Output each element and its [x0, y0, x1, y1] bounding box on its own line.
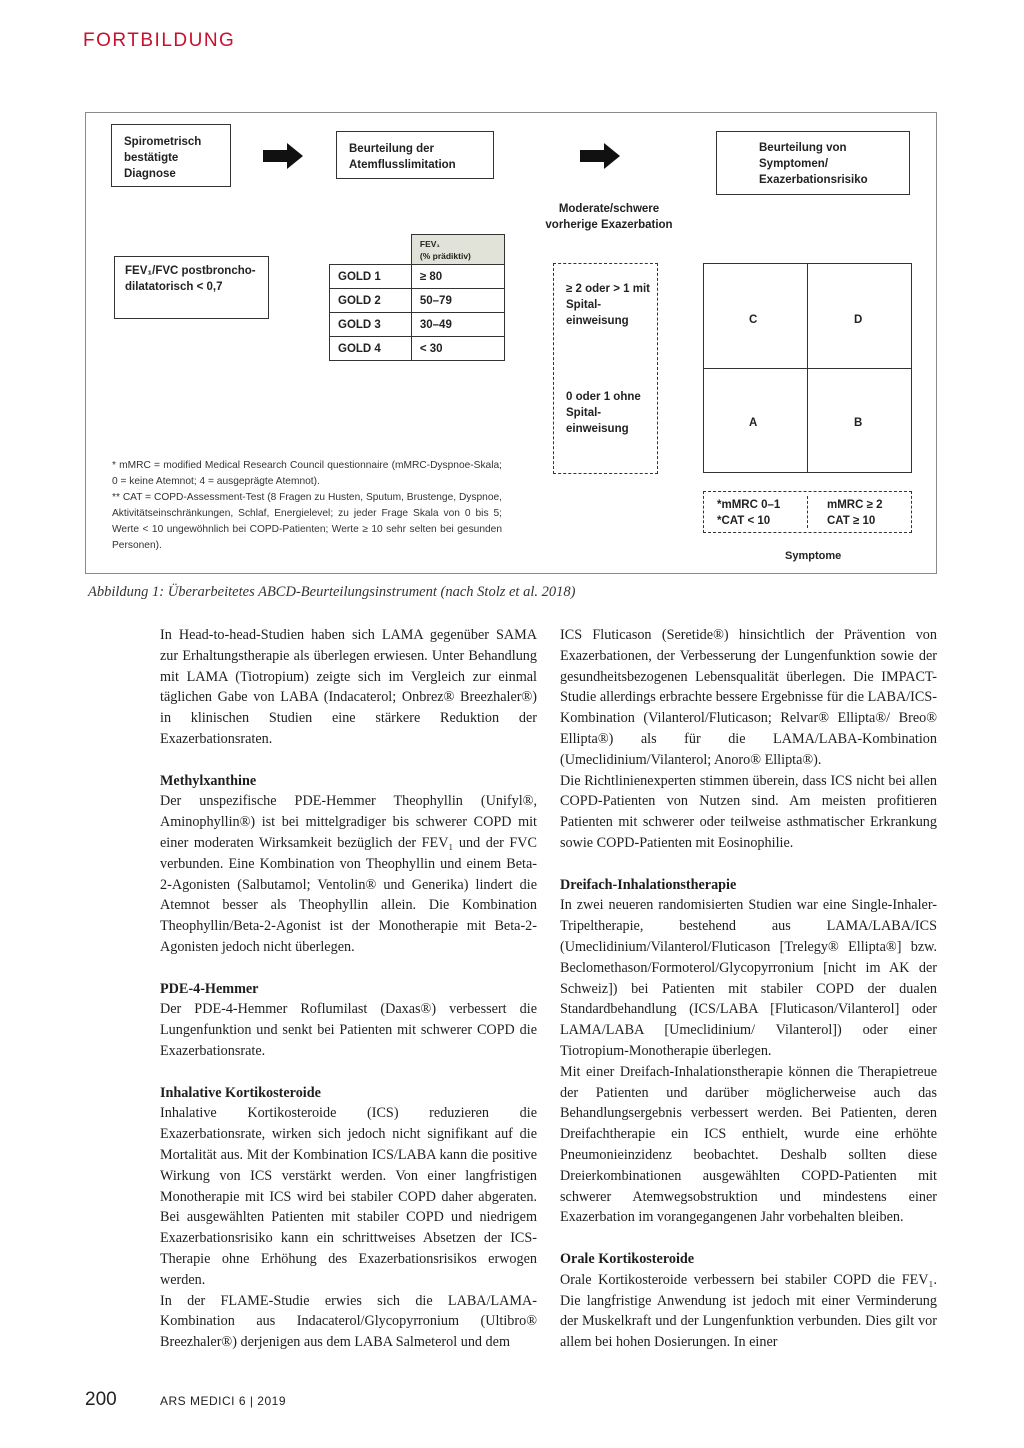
- fev-header-unit: (% prädiktiv): [419, 250, 471, 261]
- section-heading: Orale Kortikosteroide: [560, 1250, 695, 1267]
- grid-divider: [807, 263, 808, 473]
- airflow-assessment-box: Beurteilung der Atemflusslimitation: [336, 131, 494, 179]
- table-row: [330, 337, 505, 361]
- footnote-mmrc: * mMRC = modified Medical Research Council questionnaire (mMRC-Dyspnoe-Skala; 0 = keine Atemnot; 4 = ausgeprägte Atemnot).: [112, 460, 502, 487]
- low-symptom-mmrc: *mMRC 0–1: [717, 499, 781, 511]
- fev-value: 30–49: [411, 313, 504, 337]
- paragraph: Inhalative Kortikosteroide (ICS) reduzieren die Exazerbationsrate, wirken sich jedoch nicht signifikant auf die Mortalität aus. Mit der Kombination ICS/LABA kann die positive Wirkung von ICS verstärkt werden. Von einer langfristigen Monotherapie mit ICS wird bei stabiler COPD daher abgeraten. Bei ausgewählten Patienten mit stabiler COPD und niedrigem Exazerbationsrisiko kann ein schrittweises Absetzen der ICS-Therapie ohne Erhöhung des Exazerbationsrisikos erwogen werden.: [160, 1105, 537, 1288]
- section-heading: Dreifach-Inhalationstherapie: [560, 876, 737, 893]
- group-b: B: [854, 417, 863, 429]
- paragraph: Der PDE-4-Hemmer Roflumilast (Daxas®) verbessert die Lungenfunktion und senkt bei Patienten mit schwerer COPD die Exazerbationsrate.: [160, 1001, 537, 1059]
- section-heading: PDE-4-Hemmer: [160, 980, 259, 997]
- page-number: 200: [85, 1389, 117, 1410]
- abcd-assessment-figure: [85, 112, 937, 574]
- table-row: [330, 313, 505, 337]
- exacerbation-heading: Moderate/schwere vorherige Exazerbation: [545, 203, 673, 232]
- fev-header: FEV₁: [419, 239, 440, 250]
- fev-value: < 30: [411, 337, 504, 361]
- footnote-cat: ** CAT = COPD-Assessment-Test (8 Fragen zu Husten, Sputum, Brustenge, Dyspnoe, Aktivitätseinschränkungen, Schlaf, Energielevel; zu jeder Frage Skala von 0 bis 5; Werte < 10 ungewöhnlich bei COPD-Patienten; Werte ≥ 10 sehr selten bei gesunden Personen).: [112, 492, 502, 551]
- paragraph-gap: [160, 1062, 537, 1083]
- paragraph: In der FLAME-Studie erwies sich die LABA/LAMA-Kombination aus Indacaterol/Glycopyrronium (Ultibro® Breezhaler®) derjenigen aus dem LABA Salmeterol und dem: [160, 1292, 537, 1351]
- gold-stage: GOLD 1: [330, 265, 412, 289]
- right-text-column: [560, 625, 937, 1353]
- fev-header-cell: [411, 235, 504, 265]
- arrow-right-icon: [263, 143, 303, 169]
- group-a: A: [749, 417, 758, 429]
- fev-value: 50–79: [411, 289, 504, 313]
- low-symptom-cat: *CAT < 10: [717, 515, 771, 528]
- symptom-risk-box: Beurteilung von Symptomen/ Exazerbationsrisiko: [716, 131, 910, 195]
- gold-stage-table: [329, 234, 505, 361]
- arrow-right-icon: [580, 143, 620, 169]
- paragraph: In Head-to-head-Studien haben sich LAMA gegenüber SAMA zur Erhaltungstherapie als überlegen erwiesen. Unter Behandlung mit LAMA (Tiotropium) zeigte sich im Vergleich zur einmal täglichen Gabe von LABA (Indacaterol; Onbrez® Breezhaler®) in klinischen Studien eine stärkere Reduktion der Exazerbationsraten.: [160, 627, 537, 747]
- section-label: FORTBILDUNG: [83, 30, 236, 51]
- paragraph: Orale Kortikosteroide verbessern bei stabiler COPD die FEV₁. Die langfristige Anwendung ist jedoch mit einer Verminderung der Muskelkraft und der Lungenfunktion verbunden. Dies gilt vor allem bei hohen Dosierungen. In einer: [560, 1271, 937, 1351]
- low-symptom-labels: [717, 497, 780, 529]
- symptoms-axis-label: Symptome: [785, 550, 842, 562]
- paragraph-gap: [160, 750, 537, 771]
- section-heading: Inhalative Kortikosteroide: [160, 1084, 321, 1101]
- paragraph: In zwei neueren randomisierten Studien war eine Single-Inhaler-Tripeltherapie, bestehend aus LAMA/LABA/ICS (Umeclidinium/Vilanterol/Fluticason [Trelegy® Ellipta®] bzw. Beclomethason/Formoterol/Glycopyrronium [nicht im AK der Schweiz]) bei Patienten mit stabiler COPD der dualen Standardbehandlung (ICS/LABA [Fluticason/Vilanterol] oder LAMA/LABA [Umeclidinium/ Vilanterol]) oder einer Tiotropium-Monotherapie überlegen.: [560, 897, 937, 1059]
- paragraph: Mit einer Dreifach-Inhalationstherapie können die Therapietreue der Patienten und darüber möglicherweise auch das Behandlungsergebnis verbessert werden. Bei Patienten, deren Dreifachtherapie ein ICS enthielt, wurde eine erhöhte Pneumonieinzidenz beobachtet. Deshalb sollten diese Dreierkombinationen ausgewählten COPD-Patienten mit schwerer Atemwegsobstruktion und mindestens einer Exazerbation im vorangegangenen Jahr vorbehalten bleiben.: [560, 1063, 937, 1226]
- high-symptom-mmrc: mMRC ≥ 2: [827, 499, 883, 511]
- fev-ratio-box: FEV₁/FVC postbroncho-dilatatorisch < 0,7: [114, 256, 269, 319]
- paragraph: Der unspezifische PDE-Hemmer Theophyllin (Unifyl®, Aminophyllin®) ist bei mittelgradiger bis schwerer COPD mit einer moderaten Wirksamkeit bezüglich der FEV₁ und der FVC verbunden. Eine Kombination von Theophyllin und einem Beta-2-Agonisten (Salbutamol; Ventolin® und Generika) lindert die Atemnot besser als Theophyllin allein. Die Kombination Theophyllin/Beta-2-Agonist ist der Monotherapie mit Beta-2-Agonisten jedoch nicht überlegen.: [160, 793, 537, 955]
- section-heading: Methylxanthine: [160, 772, 257, 789]
- high-symptom-cat: CAT ≥ 10: [827, 515, 876, 528]
- high-symptom-labels: [827, 497, 883, 529]
- group-d: D: [854, 314, 863, 326]
- journal-name: ARS MEDICI 6 | 2019: [160, 1394, 286, 1408]
- fev-value: ≥ 80: [411, 265, 504, 289]
- table-row: [330, 289, 505, 313]
- gold-stage: GOLD 2: [330, 289, 412, 313]
- paragraph-gap: [160, 958, 537, 979]
- paragraph-gap: [560, 854, 937, 875]
- high-exacerbation-box: ≥ 2 oder > 1 mit Spital-einweisung: [566, 283, 650, 328]
- left-text-column: [160, 625, 537, 1353]
- paragraph-gap: [560, 1228, 937, 1249]
- figure-caption: Abbildung 1: Überarbeitetes ABCD-Beurteilungsinstrument (nach Stolz et al. 2018): [88, 584, 576, 600]
- paragraph: Die Richtlinienexperten stimmen überein, dass ICS nicht bei allen COPD-Patienten von Nutzen sind. Am meisten profitieren Patienten mit schwerer oder teilweise asthmatischer Erkrankung sowie COPD-Patienten mit Eosinophilie.: [560, 772, 937, 851]
- diagnosis-box: Spirometrisch bestätigte Diagnose: [111, 124, 231, 187]
- low-exacerbation-box: 0 oder 1 ohne Spital-einweisung: [566, 391, 641, 436]
- table-row: [330, 265, 505, 289]
- paragraph: ICS Fluticason (Seretide®) hinsichtlich der Prävention von Exazerbationen, der Verbesserung der Lungenfunktion sowie der gesundheitsbezogenen Lebensqualität überlegen. Die IMPACT-Studie allerdings erbrachte bessere Ergebnisse für die LABA/ICS-Kombination (Vilanterol/Fluticason; Relvar® Ellipta®/ Breo® Ellipta®) als für die LAMA/LABA-Kombination (Umeclidinium/Vilanterol; Anoro® Ellipta®).: [560, 627, 937, 768]
- figure-footnotes: [112, 458, 502, 554]
- group-c: C: [749, 314, 758, 326]
- gold-stage: GOLD 4: [330, 337, 412, 361]
- symptom-divider: [807, 496, 808, 528]
- gold-stage: GOLD 3: [330, 313, 412, 337]
